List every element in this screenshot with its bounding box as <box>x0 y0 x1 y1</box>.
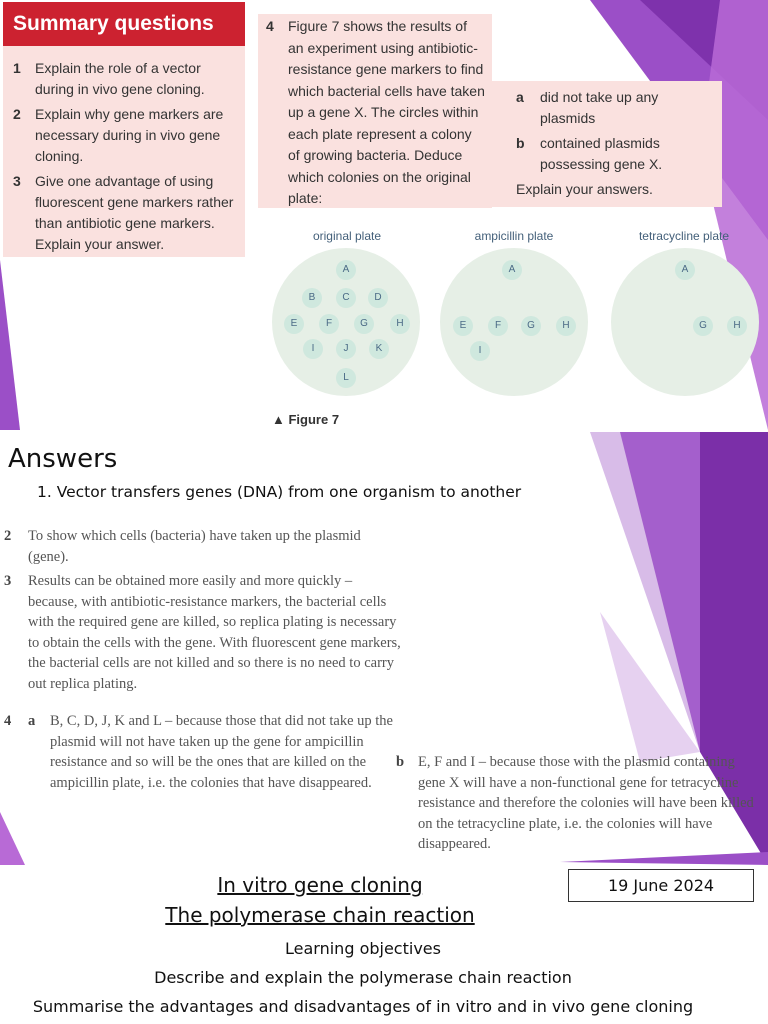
answer-text: Results can be obtained more easily and more quickly – because, with antibiotic-resistance markers, the bacterial cells with the required gene are killed, so replica plating is necessary to obtain the cells with the gene. With fluorescent gene markers, the bacterial cells are not killed and so there is no need to carry out replica plating. <box>28 573 401 692</box>
answer-3 <box>4 571 404 694</box>
answer-letter: a <box>28 713 36 729</box>
answer-number: 3 <box>4 573 12 589</box>
colony-a: A <box>336 260 356 280</box>
answer-4a <box>4 711 399 793</box>
summary-questions-box <box>3 2 245 257</box>
original-plate-label: original plate <box>312 229 382 243</box>
tetracycline-plate-label: tetracycline plate <box>638 229 730 243</box>
colony-f: F <box>488 316 508 336</box>
colony-j: J <box>336 339 356 359</box>
colony-b: B <box>302 288 322 308</box>
colony-h: H <box>727 316 747 336</box>
answer-2 <box>4 526 404 567</box>
colony-c: C <box>336 288 356 308</box>
objectives-heading: Learning objectives <box>285 939 441 958</box>
question-number: 2 <box>13 106 21 122</box>
explain-note: Explain your answers. <box>516 181 653 197</box>
answer-1: 1. Vector transfers genes (DNA) from one organism to another <box>37 483 522 501</box>
answer-text: B, C, D, J, K and L – because those that did not take up the plasmid will not have taken up the gene for ampicillin resistance and so will be the ones that are killed on the ampicillin plate, i.e. the colonies that have disappeared. <box>50 713 393 791</box>
colony-g: G <box>521 316 541 336</box>
answer-text: E, F and I – because those with the plasmid containing gene X will have a non-functional gene for tetracycline resistance and therefore the colonies will have been killed on the tetracycline plate, i.e. the colonies will have disappeared. <box>418 754 754 852</box>
slide-in-vitro-cloning <box>0 865 768 1024</box>
question-text: Explain why gene markers are necessary during in vivo gene cloning. <box>35 106 224 164</box>
slide-answers <box>0 432 768 865</box>
answer-text: To show which cells (bacteria) have taken up the plasmid (gene). <box>28 528 361 565</box>
objective-1: Describe and explain the polymerase chain reaction <box>154 968 572 987</box>
ampicillin-plate <box>440 248 588 396</box>
colony-g: G <box>354 314 374 334</box>
question-text: Give one advantage of using fluorescent gene markers rather than antibiotic gene markers. Explain your answer. <box>35 173 234 252</box>
question-number: 3 <box>13 173 21 189</box>
figure-caption: ▲ Figure 7 <box>272 412 340 427</box>
summary-question-list <box>13 58 241 259</box>
colony-i: I <box>470 341 490 361</box>
question-item <box>13 58 241 100</box>
slide-title-line-1: In vitro gene cloning <box>217 873 423 897</box>
colony-f: F <box>319 314 339 334</box>
colony-h: H <box>556 316 576 336</box>
colony-d: D <box>368 288 388 308</box>
question-part <box>516 87 714 129</box>
colony-a: A <box>502 260 522 280</box>
slide-title-line-2: The polymerase chain reaction <box>165 903 475 927</box>
answer-number: 4 <box>4 713 12 729</box>
colony-l: L <box>336 368 356 388</box>
answer-4b <box>396 752 756 855</box>
question-4-parts-box <box>492 81 722 207</box>
question-4-box <box>258 14 492 208</box>
answers-title: Answers <box>8 444 118 474</box>
date-box: 19 June 2024 <box>568 869 754 902</box>
answer-number: 2 <box>4 528 12 544</box>
objective-2: Summarise the advantages and disadvantages of in vitro and in vivo gene cloning <box>32 997 694 1016</box>
tetracycline-plate <box>611 248 759 396</box>
colony-a: A <box>675 260 695 280</box>
summary-heading: Summary questions <box>3 2 245 46</box>
colony-i: I <box>303 339 323 359</box>
answer-letter: b <box>396 754 405 770</box>
colony-e: E <box>453 316 473 336</box>
colony-k: K <box>369 339 389 359</box>
question-part <box>516 133 714 175</box>
ampicillin-plate-label: ampicillin plate <box>474 229 554 243</box>
colony-h: H <box>390 314 410 334</box>
colony-g: G <box>693 316 713 336</box>
slide-summary-questions <box>0 0 768 430</box>
part-letter: a <box>516 89 524 105</box>
question-number: 4 <box>266 18 274 34</box>
question-number: 1 <box>13 60 21 76</box>
question-4-text: Figure 7 shows the results of an experiment using antibiotic-resistance gene markers to find which bacterial cells have taken up a gene X. The circles within each plate represent a colony of growing bacteria. Deduce which colonies on the original plate: <box>288 18 485 206</box>
question-item <box>13 104 241 167</box>
part-letter: b <box>516 135 525 151</box>
colony-e: E <box>284 314 304 334</box>
original-plate <box>272 248 420 396</box>
part-text: contained plasmids possessing gene X. <box>540 135 663 172</box>
question-text: Explain the role of a vector during in vivo gene cloning. <box>35 60 205 97</box>
question-item <box>13 171 241 255</box>
part-text: did not take up any plasmids <box>540 89 659 126</box>
